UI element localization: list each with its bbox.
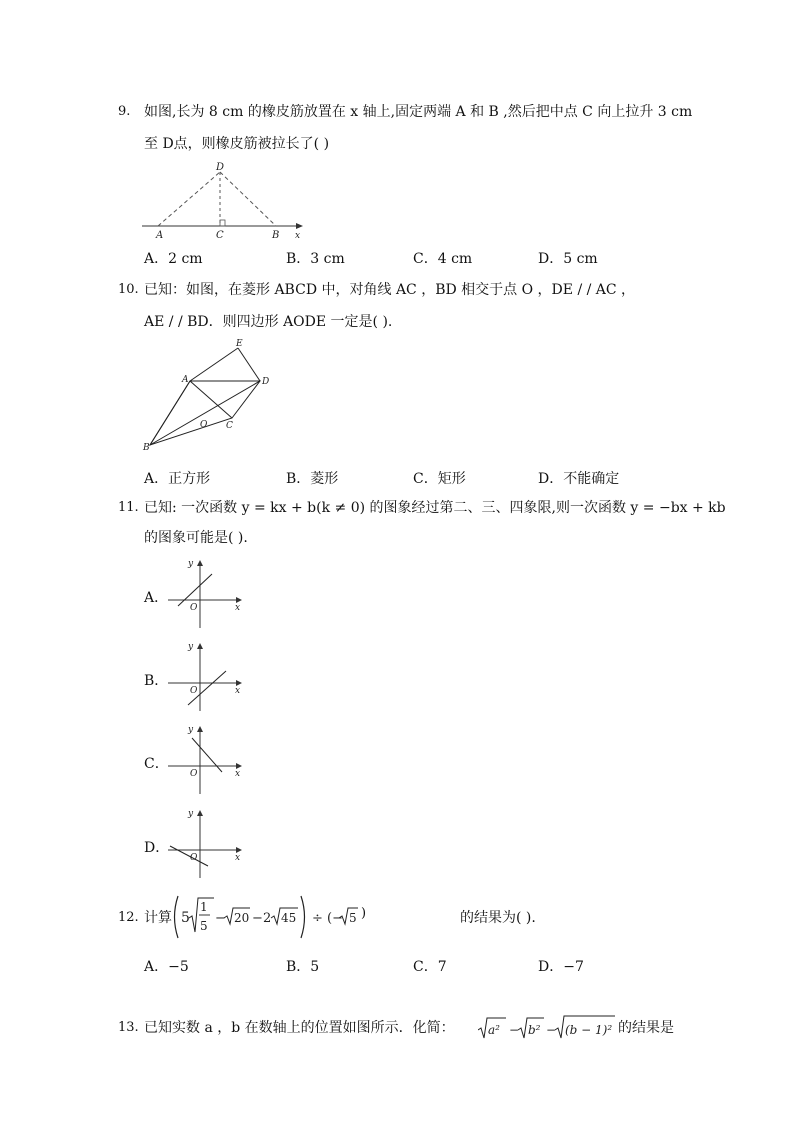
axis-label-y: y bbox=[188, 725, 194, 735]
point-label-a: A bbox=[182, 375, 189, 385]
option-a[interactable]: A． bbox=[144, 590, 169, 606]
option-d[interactable]: D．不能确定 bbox=[538, 471, 620, 487]
axis-label-x: x bbox=[295, 231, 301, 240]
question-number: 12. bbox=[118, 910, 139, 925]
expr-divide: ÷ (− bbox=[312, 911, 343, 926]
option-c[interactable]: C．4 cm bbox=[413, 251, 473, 267]
option-c[interactable]: C．7 bbox=[413, 959, 447, 975]
question-text-line-2: AE / / BD．则四边形 AODE 一定是( ). bbox=[144, 314, 393, 330]
question-text-line-2: 至 D点，则橡皮筋被拉长了( ) bbox=[144, 136, 330, 152]
expr-a-squared: a² bbox=[488, 1023, 500, 1037]
expr-minus-2: − bbox=[546, 1023, 557, 1037]
question-text-line-1: 已知实数 a ，b 在数轴上的位置如图所示．化简： bbox=[144, 1020, 455, 1036]
expression-12 bbox=[170, 892, 310, 946]
option-b[interactable]: B．菱形 bbox=[286, 471, 339, 487]
question-text-line-1: 已知：如图，在菱形 ABCD 中，对角线 AC ，BD 相交于点 O ，DE / / AC ， bbox=[144, 282, 636, 298]
axis-label-y: y bbox=[188, 809, 194, 819]
origin-label: O bbox=[190, 686, 198, 696]
axis-label-x: x bbox=[235, 686, 241, 696]
point-label-e: E bbox=[236, 339, 243, 349]
point-label-b: B bbox=[143, 443, 150, 453]
origin-label: O bbox=[190, 769, 198, 779]
axis-label-y: y bbox=[188, 642, 194, 652]
expr-radicand-45: 45 bbox=[281, 911, 297, 925]
expr-radicand-20: 20 bbox=[234, 911, 250, 925]
expr-b-squared: b² bbox=[528, 1023, 541, 1037]
expr-b-minus-1-squared: (b − 1)² bbox=[565, 1023, 613, 1037]
graph-option-b[interactable] bbox=[164, 641, 246, 719]
question-text-line-1: 已知: 一次函数 y = kx + b(k ≠ 0) 的图象经过第二、三、四象限,则一次函数 y = −bx + kb bbox=[144, 500, 726, 516]
option-d[interactable]: D．5 cm bbox=[538, 251, 598, 267]
option-d[interactable]: D． bbox=[144, 840, 170, 856]
expr-close-paren: ) bbox=[361, 906, 367, 921]
origin-label: O bbox=[190, 853, 198, 863]
expr-minus-1: − bbox=[215, 911, 226, 926]
question-suffix: 的结果为( ). bbox=[460, 910, 536, 926]
question-number: 9. bbox=[118, 104, 131, 119]
question-suffix: 的结果是 bbox=[618, 1020, 674, 1036]
question-text-line-2: 的图象可能是( ). bbox=[144, 530, 248, 546]
axis-label-x: x bbox=[235, 769, 241, 779]
axis-label-y: y bbox=[188, 559, 194, 569]
point-label-c: C bbox=[226, 421, 233, 431]
option-a[interactable]: A．2 cm bbox=[144, 251, 203, 267]
option-b[interactable]: B．5 bbox=[286, 959, 320, 975]
expr-numerator: 1 bbox=[200, 900, 208, 914]
graph-option-a[interactable] bbox=[164, 558, 246, 636]
option-a[interactable]: A．正方形 bbox=[144, 471, 211, 487]
graph-option-d[interactable] bbox=[164, 808, 246, 886]
expr-radicand-5: 5 bbox=[349, 911, 357, 925]
point-label-d: D bbox=[216, 162, 225, 173]
option-d[interactable]: D．−7 bbox=[538, 959, 584, 975]
graph-option-c[interactable] bbox=[164, 724, 246, 802]
question-number: 10. bbox=[118, 282, 139, 297]
expr-coeff-5: 5 bbox=[181, 910, 190, 926]
question-number: 11. bbox=[118, 500, 139, 515]
question-text-line-1: 如图,长为 8 cm 的橡皮筋放置在 x 轴上,固定两端 A 和 B ,然后把中点 C 向上拉升 3 cm bbox=[144, 104, 693, 120]
option-b[interactable]: B． bbox=[144, 673, 169, 689]
axis-label-x: x bbox=[235, 603, 241, 613]
rhombus-figure bbox=[140, 338, 280, 464]
expr-coeff-2: 2 bbox=[263, 911, 272, 926]
expr-minus-2: − bbox=[252, 911, 263, 926]
axis-label-x: x bbox=[235, 853, 241, 863]
rubber-band-figure bbox=[140, 160, 310, 244]
expression-12-divisor bbox=[312, 904, 362, 934]
question-number: 13. bbox=[118, 1020, 139, 1035]
point-label-o: O bbox=[200, 420, 208, 430]
question-prefix: 计算 bbox=[144, 910, 172, 926]
point-label-d: D bbox=[262, 377, 270, 387]
option-a[interactable]: A．−5 bbox=[144, 959, 189, 975]
origin-label: O bbox=[190, 603, 198, 613]
option-b[interactable]: B．3 cm bbox=[286, 251, 345, 267]
expression-13 bbox=[478, 1012, 618, 1046]
option-c[interactable]: C．矩形 bbox=[413, 471, 466, 487]
option-c[interactable]: C． bbox=[144, 756, 169, 772]
expr-minus-1: − bbox=[509, 1023, 520, 1037]
point-label-b: B bbox=[272, 230, 280, 240]
expr-denominator: 5 bbox=[200, 919, 208, 933]
point-label-c: C bbox=[216, 230, 224, 240]
point-label-a: A bbox=[156, 230, 164, 240]
